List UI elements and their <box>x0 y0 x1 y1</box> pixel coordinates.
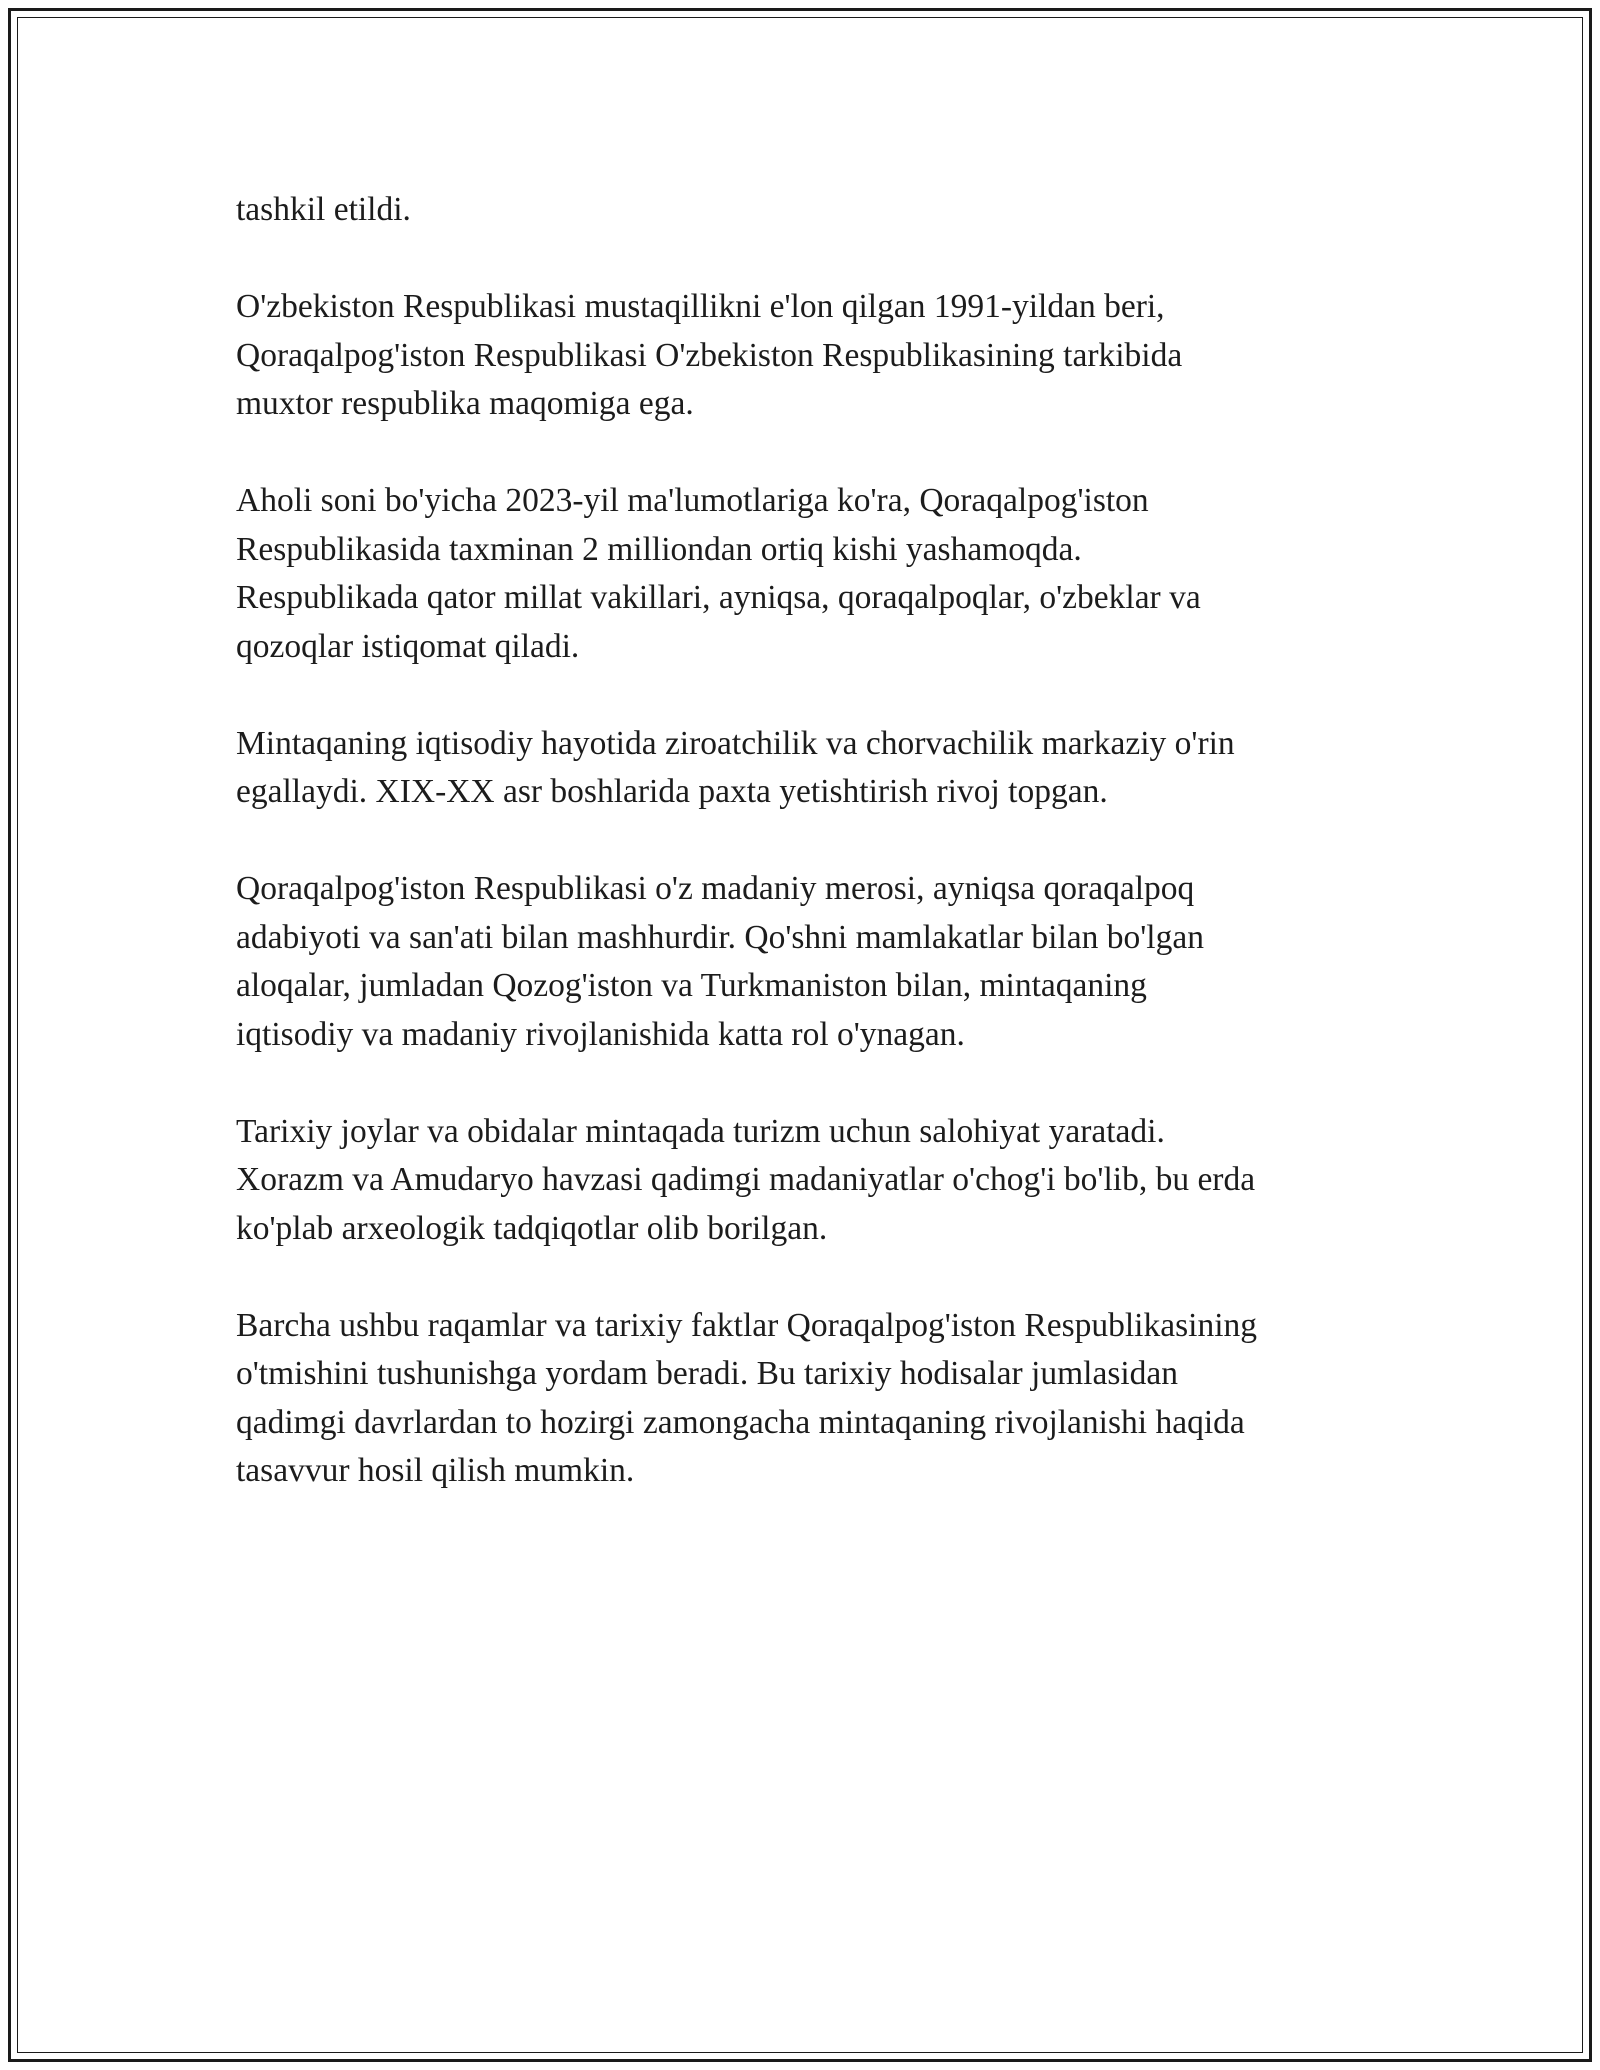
text-line: qozoqlar istiqomat qiladi. <box>236 627 580 665</box>
text-line: egallaydi. XIX-XX asr boshlarida paxta yetishtirish rivoj topgan. <box>236 773 1108 810</box>
text-line: Barcha ushbu raqamlar va tarixiy faktlar Qoraqalpog'iston Respublikasining <box>236 1306 1257 1344</box>
text-line: Xorazm va Amudaryo havzasi qadimgi madaniyatlar o'chog'i bo'lib, bu erda <box>236 1161 1256 1198</box>
text-line: Respublikasida taxminan 2 milliondan ortiq kishi yashamoqda. <box>236 530 1082 568</box>
text-line: Qoraqalpog'iston Respublikasi o'z madaniy merosi, ayniqsa qoraqalpoq <box>236 870 1195 907</box>
text-line: tasavvur hosil qilish mumkin. <box>236 1452 635 1489</box>
paragraph-economy <box>236 720 1376 817</box>
text-line: O'zbekiston Respublikasi mustaqillikni e'lon qilgan 1991-yildan beri, <box>236 288 1165 325</box>
text-line: Respublikada qator millat vakillari, ayniqsa, qoraqalpoqlar, o'zbeklar va <box>236 579 1201 616</box>
paragraph-continuation <box>236 186 1376 235</box>
paragraph-culture <box>236 865 1376 1059</box>
text-line: Qoraqalpog'iston Respublikasi O'zbekiston Respublikasining tarkibida <box>236 336 1183 374</box>
text-line: ko'plab arxeologik tadqiqotlar olib borilgan. <box>236 1209 828 1247</box>
text-line: Mintaqaning iqtisodiy hayotida ziroatchilik va chorvachilik markaziy o'rin <box>236 724 1235 762</box>
text-line: tashkil etildi. <box>236 191 411 228</box>
text-line: muxtor respublika maqomiga ega. <box>236 385 694 422</box>
text-line: adabiyoti va san'ati bilan mashhurdir. Qo'shni mamlakatlar bilan bo'lgan <box>236 918 1204 956</box>
paragraph-conclusion <box>236 1302 1376 1496</box>
text-line: Aholi soni bo'yicha 2023-yil ma'lumotlariga ko'ra, Qoraqalpog'iston <box>236 482 1149 519</box>
text-line: qadimgi davrlardan to hozirgi zamongacha mintaqaning rivojlanishi haqida <box>236 1403 1245 1441</box>
text-line: Tarixiy joylar va obidalar mintaqada turizm uchun salohiyat yaratadi. <box>236 1112 1165 1150</box>
text-line: o'tmishini tushunishga yordam beradi. Bu tarixiy hodisalar jumlasidan <box>236 1355 1179 1392</box>
text-line: aloqalar, jumladan Qozog'iston va Turkmaniston bilan, mintaqaning <box>236 967 1147 1004</box>
paragraph-independence <box>236 283 1376 429</box>
paragraph-tourism <box>236 1108 1376 1254</box>
document-body <box>236 186 1376 1544</box>
paragraph-population <box>236 477 1376 671</box>
text-line: iqtisodiy va madaniy rivojlanishida katta rol o'ynagan. <box>236 1015 965 1053</box>
